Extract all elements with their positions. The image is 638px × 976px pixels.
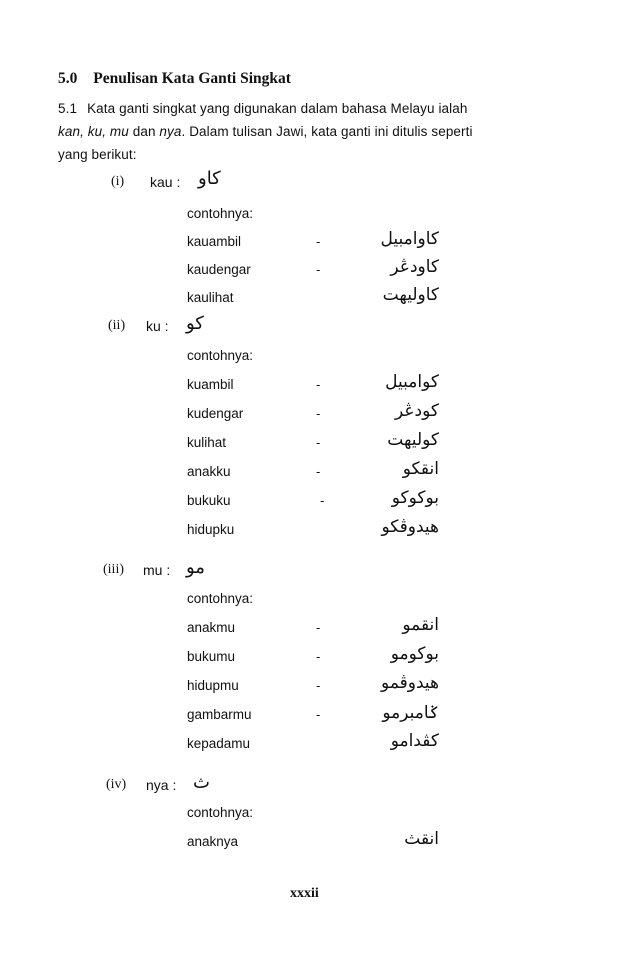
example-dash: - <box>316 435 321 450</box>
example-jawi: هيدوڤمو <box>381 673 439 693</box>
example-rumi: bukumu <box>187 649 236 664</box>
example-jawi: كاوليهت <box>382 285 439 305</box>
group-marker: (iii) <box>103 562 124 577</box>
section-title: Penulisan Kata Ganti Singkat <box>93 70 291 87</box>
example-dash: - <box>316 377 321 392</box>
example-jawi: هيدوڤکو <box>381 517 439 537</box>
example-rumi: hidupmu <box>187 678 239 693</box>
example-jawi: کودڠر <box>395 401 439 421</box>
example-jawi: كاوامبيل <box>380 229 439 249</box>
example-rumi: kudengar <box>187 406 244 421</box>
example-jawi: انقکو <box>402 459 439 479</box>
example-jawi: کوليهت <box>387 430 439 450</box>
group-pronoun-jawi: مو <box>186 557 205 578</box>
section-heading <box>58 70 291 88</box>
section-number: 5.0 <box>58 70 78 87</box>
example-jawi: ݢامبرمو <box>382 703 439 723</box>
example-dash: - <box>316 678 321 693</box>
intro-line-2 <box>58 124 473 139</box>
intro-text-3: yang berikut: <box>58 147 137 162</box>
group-pronoun: ku : <box>146 318 169 334</box>
example-dash: - <box>316 620 321 635</box>
example-dash: - <box>316 234 321 249</box>
group-marker: (iv) <box>106 777 127 792</box>
example-rumi: hidupku <box>187 522 235 537</box>
example-jawi: انقث <box>404 829 439 849</box>
example-jawi: كاودڠر <box>390 257 439 277</box>
example-dash: - <box>316 707 321 722</box>
group-pronoun: mu : <box>143 562 171 578</box>
intro-text-1: Kata ganti singkat yang digunakan dalam bahasa Melayu ialah <box>87 101 468 116</box>
example-rumi: kaulihat <box>187 290 234 305</box>
intro-number: 5.1 <box>58 101 78 116</box>
example-rumi: anaknya <box>187 834 239 849</box>
example-rumi: bukuku <box>187 493 231 508</box>
group-pronoun-jawi: كاو <box>198 168 221 189</box>
example-rumi: anakku <box>187 464 231 479</box>
example-rumi: kepadamu <box>187 736 251 751</box>
example-label: contohnya: <box>187 805 254 820</box>
intro-italic-nya: nya <box>159 124 182 139</box>
intro-line-1 <box>58 101 467 116</box>
example-jawi: بوکوکو <box>391 488 439 508</box>
intro-line-3 <box>58 147 137 162</box>
example-rumi: kauambil <box>187 234 242 249</box>
example-rumi: gambarmu <box>187 707 252 722</box>
example-jawi: بوکومو <box>390 644 439 664</box>
example-jawi: کڤدامو <box>390 731 439 751</box>
group-pronoun-jawi: کو <box>186 313 204 334</box>
page-number: xxxii <box>290 886 319 901</box>
example-rumi: anakmu <box>187 620 236 635</box>
example-label: contohnya: <box>187 348 254 363</box>
example-rumi: kaudengar <box>187 262 251 277</box>
example-jawi: کوامبيل <box>385 372 439 392</box>
group-pronoun: nya : <box>146 777 177 793</box>
example-dash: - <box>316 464 321 479</box>
group-marker: (ii) <box>108 318 126 333</box>
example-dash: - <box>320 493 325 508</box>
group-marker: (i) <box>111 174 125 189</box>
example-label: contohnya: <box>187 206 254 221</box>
example-dash: - <box>316 262 321 277</box>
group-pronoun: kau : <box>150 174 181 190</box>
example-jawi: انقمو <box>402 615 439 635</box>
example-rumi: kulihat <box>187 435 227 450</box>
intro-mid: dan <box>128 124 160 139</box>
example-rumi: kuambil <box>187 377 234 392</box>
intro-italic-pronouns: kan, ku, mu <box>58 124 129 139</box>
group-pronoun-jawi: ث <box>193 772 210 793</box>
example-label: contohnya: <box>187 591 254 606</box>
example-dash: - <box>316 406 321 421</box>
example-dash: - <box>316 649 321 664</box>
intro-text-2: . Dalam tulisan Jawi, kata ganti ini ditulis seperti <box>181 124 473 139</box>
